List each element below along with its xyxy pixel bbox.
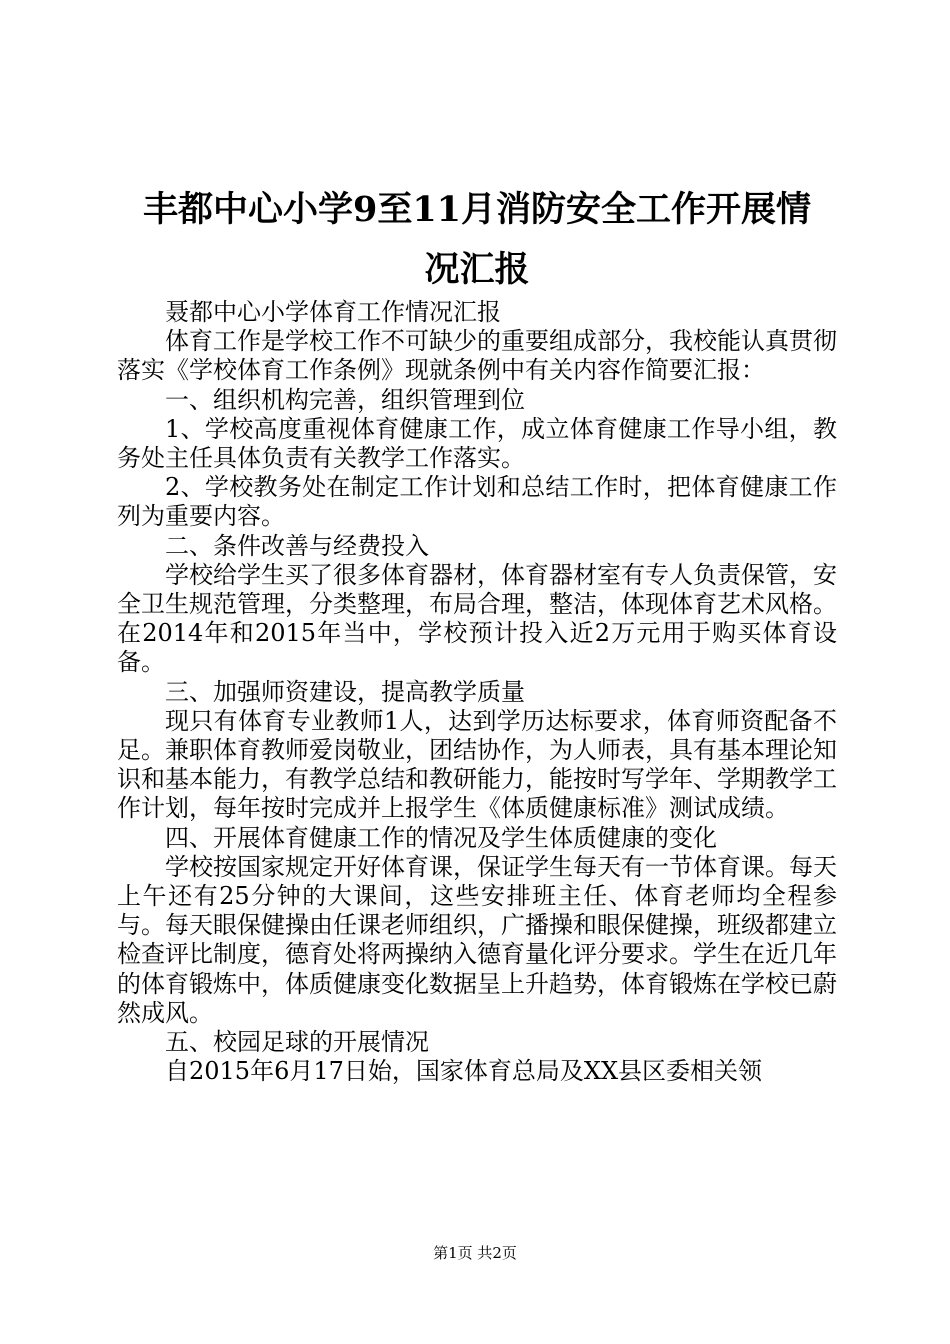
paragraph-section-5: 自2015年6月17日始，国家体育总局及XX县区委相关领 [165, 1057, 763, 1086]
paragraph-section-2: 学校给学生买了很多体育器材，体育器材室有专人负责保管，安全卫生规范管理，分类整理，布局合理，整洁，体现体育艺术风格。在2014年和2015年当中，学校预计投入近2万元用于购买体育设备。 [117, 560, 837, 677]
document-title-line-1: 丰都中心小学9至11月消防安全工作开展情 [142, 189, 812, 230]
document-body [117, 298, 837, 1086]
paragraph-item-1: 1、学校高度重视体育健康工作，成立体育健康工作导小组，教务处主任具体负责有关教学工作落实。 [117, 414, 837, 473]
section-heading-2: 二、条件改善与经费投入 [165, 531, 429, 560]
paragraph-section-3: 现只有体育专业教师1人，达到学历达标要求，体育师资配备不足。兼职体育教师爱岗敬业，团结协作，为人师表，具有基本理论知识和基本能力，有教学总结和教研能力，能按时写学年、学期教学工作计划，每年按时完成并上报学生《体质健康标准》测试成绩。 [117, 706, 837, 823]
paragraph-section-4: 学校按国家规定开好体育课，保证学生每天有一节体育课。每天上午还有25分钟的大课间，这些安排班主任、体育老师均全程参与。每天眼保健操由任课老师组织，广播操和眼保健操，班级都建立检查评比制度，德育处将两操纳入德育量化评分要求。学生在近几年的体育锻炼中，体质健康变化数据呈上升趋势，体育锻炼在学校已蔚然成风。 [117, 852, 837, 1027]
section-heading-4: 四、开展体育健康工作的情况及学生体质健康的变化 [165, 823, 717, 852]
document-title-line-2: 况汇报 [424, 249, 530, 290]
paragraph-intro: 体育工作是学校工作不可缺少的重要组成部分，我校能认真贯彻落实《学校体育工作条例》现就条例中有关内容作简要汇报： [117, 327, 837, 385]
paragraph-item-2: 2、学校教务处在制定工作计划和总结工作时，把体育健康工作列为重要内容。 [117, 473, 837, 531]
paragraph-subtitle: 聂都中心小学体育工作情况汇报 [165, 298, 501, 326]
section-heading-1: 一、组织机构完善，组织管理到位 [165, 385, 525, 414]
section-heading-5: 五、校园足球的开展情况 [165, 1028, 429, 1057]
page-footer: 第1页 共2页 [433, 1244, 517, 1262]
section-heading-3: 三、加强师资建设，提高教学质量 [165, 677, 525, 706]
